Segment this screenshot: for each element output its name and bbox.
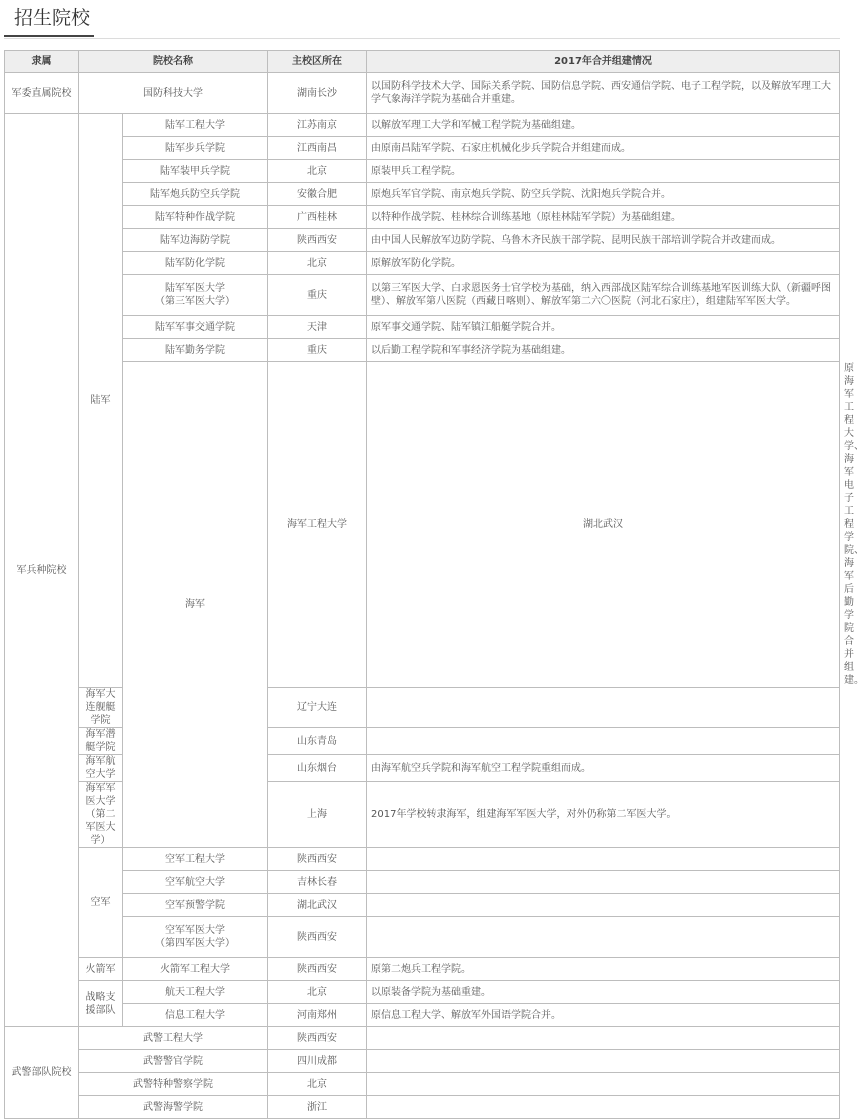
school-name [123, 275, 268, 316]
campus-location: 天津 [268, 316, 367, 339]
school-name: 火箭军工程大学 [123, 958, 268, 981]
table-row [5, 73, 840, 114]
table-row [5, 206, 840, 229]
campus-location: 河南郑州 [268, 1004, 367, 1027]
merger-note: 以特种作战学院、桂林综合训练基地（原桂林陆军学院）为基础组建。 [367, 206, 840, 229]
school-name: 海军航空大学 [79, 755, 123, 782]
table-row [5, 1096, 840, 1119]
school-name: 陆军边海防学院 [123, 229, 268, 252]
header-affiliation: 隶属 [5, 51, 79, 73]
campus-location: 北京 [268, 252, 367, 275]
campus-location: 吉林长春 [268, 871, 367, 894]
table-row [5, 917, 840, 958]
merger-note [367, 688, 840, 728]
header-merger-info: 2017年合并组建情况 [367, 51, 840, 73]
campus-location: 山东烟台 [268, 755, 367, 782]
school-name: 陆军特种作战学院 [123, 206, 268, 229]
table-row [5, 981, 840, 1004]
title-underline [4, 35, 94, 37]
header-divider [4, 38, 840, 39]
school-name: 陆军防化学院 [123, 252, 268, 275]
merger-note: 原第二炮兵工程学院。 [367, 958, 840, 981]
school-name-line1: 陆军军医大学 [165, 283, 225, 294]
group-cell: 武警部队院校 [5, 1027, 79, 1119]
campus-location: 安徽合肥 [268, 183, 367, 206]
admissions-table [4, 50, 864, 1119]
table-row [5, 1050, 840, 1073]
merger-note [367, 1096, 840, 1119]
school-name-line1: 海军军医大学 [85, 783, 116, 807]
table-row [5, 160, 840, 183]
table-row [5, 137, 840, 160]
merger-note: 原解放军防化学院。 [367, 252, 840, 275]
school-name: 陆军装甲兵学院 [123, 160, 268, 183]
campus-location: 北京 [268, 160, 367, 183]
merger-note: 原炮兵军官学院、南京炮兵学院、防空兵学院、沈阳炮兵学院合并。 [367, 183, 840, 206]
merger-note: 原信息工程大学、解放军外国语学院合并。 [367, 1004, 840, 1027]
table-row [5, 183, 840, 206]
merger-note [367, 1050, 840, 1073]
merger-note [367, 728, 840, 755]
merger-note: 以第三军医大学、白求恩医务士官学校为基础，纳入西部战区陆军综合训练基地军医训练大队（新疆呼图壁）、解放军第八医院（西藏日喀则）、解放军第二六〇医院（河北石家庄），组建陆军军医大学。 [367, 275, 840, 316]
page-title: 招生院校 [14, 7, 91, 29]
merger-note: 由原南昌陆军学院、石家庄机械化步兵学院合并组建而成。 [367, 137, 840, 160]
table-row [5, 229, 840, 252]
school-name: 陆军炮兵防空兵学院 [123, 183, 268, 206]
merger-note: 由海军航空兵学院和海军航空工程学院重组而成。 [367, 755, 840, 782]
school-name-line2: （第三军医大学） [155, 296, 235, 307]
table-header-row [5, 51, 840, 73]
table-row [5, 848, 840, 871]
school-name [123, 917, 268, 958]
table-row [5, 958, 840, 981]
table-row [5, 339, 840, 362]
campus-location: 陕西西安 [268, 1027, 367, 1050]
school-name: 陆军勤务学院 [123, 339, 268, 362]
table-row [5, 1073, 840, 1096]
merger-note [367, 894, 840, 917]
subgroup-cell: 陆军 [79, 114, 123, 688]
school-name-line2: （第四军医大学） [155, 938, 235, 949]
campus-location: 浙江 [268, 1096, 367, 1119]
campus-location: 重庆 [268, 275, 367, 316]
school-name: 信息工程大学 [123, 1004, 268, 1027]
campus-location: 江苏南京 [268, 114, 367, 137]
campus-location: 湖北武汉 [268, 894, 367, 917]
group-cell: 军兵种院校 [5, 114, 79, 1027]
school-name: 陆军工程大学 [123, 114, 268, 137]
merger-note [367, 871, 840, 894]
campus-location: 四川成都 [268, 1050, 367, 1073]
campus-location: 湖北武汉 [367, 362, 840, 688]
merger-note [367, 1073, 840, 1096]
school-name: 空军预警学院 [123, 894, 268, 917]
table-row [5, 316, 840, 339]
table-row [5, 871, 840, 894]
subgroup-cell: 战略支援部队 [79, 981, 123, 1027]
header-main-campus: 主校区所在 [268, 51, 367, 73]
table-row [5, 894, 840, 917]
school-name: 陆军步兵学院 [123, 137, 268, 160]
campus-location: 广西桂林 [268, 206, 367, 229]
merger-note [367, 1027, 840, 1050]
subgroup-cell: 空军 [79, 848, 123, 958]
school-name: 海军潜艇学院 [79, 728, 123, 755]
campus-location: 山东青岛 [268, 728, 367, 755]
school-name: 武警海警学院 [79, 1096, 268, 1119]
merger-note: 以解放军理工大学和军械工程学院为基础组建。 [367, 114, 840, 137]
merger-note: 原军事交通学院、陆军镇江船艇学院合并。 [367, 316, 840, 339]
table-row: 海军 海军工程大学 湖北武汉 原海军工程大学、海军电子工程学院、海军后勤学院合并组建。 [5, 362, 840, 688]
school-name: 空军航空大学 [123, 871, 268, 894]
campus-location: 辽宁大连 [268, 688, 367, 728]
school-name [79, 782, 123, 848]
table-row [5, 1027, 840, 1050]
school-name: 武警工程大学 [79, 1027, 268, 1050]
campus-location: 北京 [268, 1073, 367, 1096]
merger-note: 以原装备学院为基础重建。 [367, 981, 840, 1004]
merger-note [367, 848, 840, 871]
school-name: 空军工程大学 [123, 848, 268, 871]
merger-note: 原装甲兵工程学院。 [367, 160, 840, 183]
table-row [5, 252, 840, 275]
campus-location: 上海 [268, 782, 367, 848]
campus-location: 陕西西安 [268, 958, 367, 981]
table-row [5, 1004, 840, 1027]
school-name: 国防科技大学 [79, 73, 268, 114]
merger-note: 以国防科学技术大学、国际关系学院、国防信息学院、西安通信学院、电子工程学院，以及解放军理工大学气象海洋学院为基础合并重建。 [367, 73, 840, 114]
merger-note: 2017年学校转隶海军，组建海军军医大学，对外仍称第二军医大学。 [367, 782, 840, 848]
merger-note: 以后勤工程学院和军事经济学院为基础组建。 [367, 339, 840, 362]
campus-location: 北京 [268, 981, 367, 1004]
school-name: 武警特种警察学院 [79, 1073, 268, 1096]
header-school-name: 院校名称 [79, 51, 268, 73]
school-name: 航天工程大学 [123, 981, 268, 1004]
subgroup-cell: 海军 [123, 362, 268, 848]
campus-location: 陕西西安 [268, 917, 367, 958]
campus-location: 陕西西安 [268, 848, 367, 871]
campus-location: 陕西西安 [268, 229, 367, 252]
campus-location: 重庆 [268, 339, 367, 362]
school-name-line2: （第二军医大学） [85, 809, 116, 846]
school-name: 陆军军事交通学院 [123, 316, 268, 339]
campus-location: 江西南昌 [268, 137, 367, 160]
table-row [5, 114, 840, 137]
school-name: 武警警官学院 [79, 1050, 268, 1073]
merger-note [367, 917, 840, 958]
merger-note: 由中国人民解放军边防学院、乌鲁木齐民族干部学院、昆明民族干部培训学院合并改建而成。 [367, 229, 840, 252]
school-name-line1: 空军军医大学 [165, 925, 225, 936]
campus-location: 湖南长沙 [268, 73, 367, 114]
school-name: 海军工程大学 [268, 362, 367, 688]
school-name: 海军大连舰艇学院 [79, 688, 123, 728]
table-row [5, 275, 840, 316]
group-cell: 军委直属院校 [5, 73, 79, 114]
subgroup-cell: 火箭军 [79, 958, 123, 981]
